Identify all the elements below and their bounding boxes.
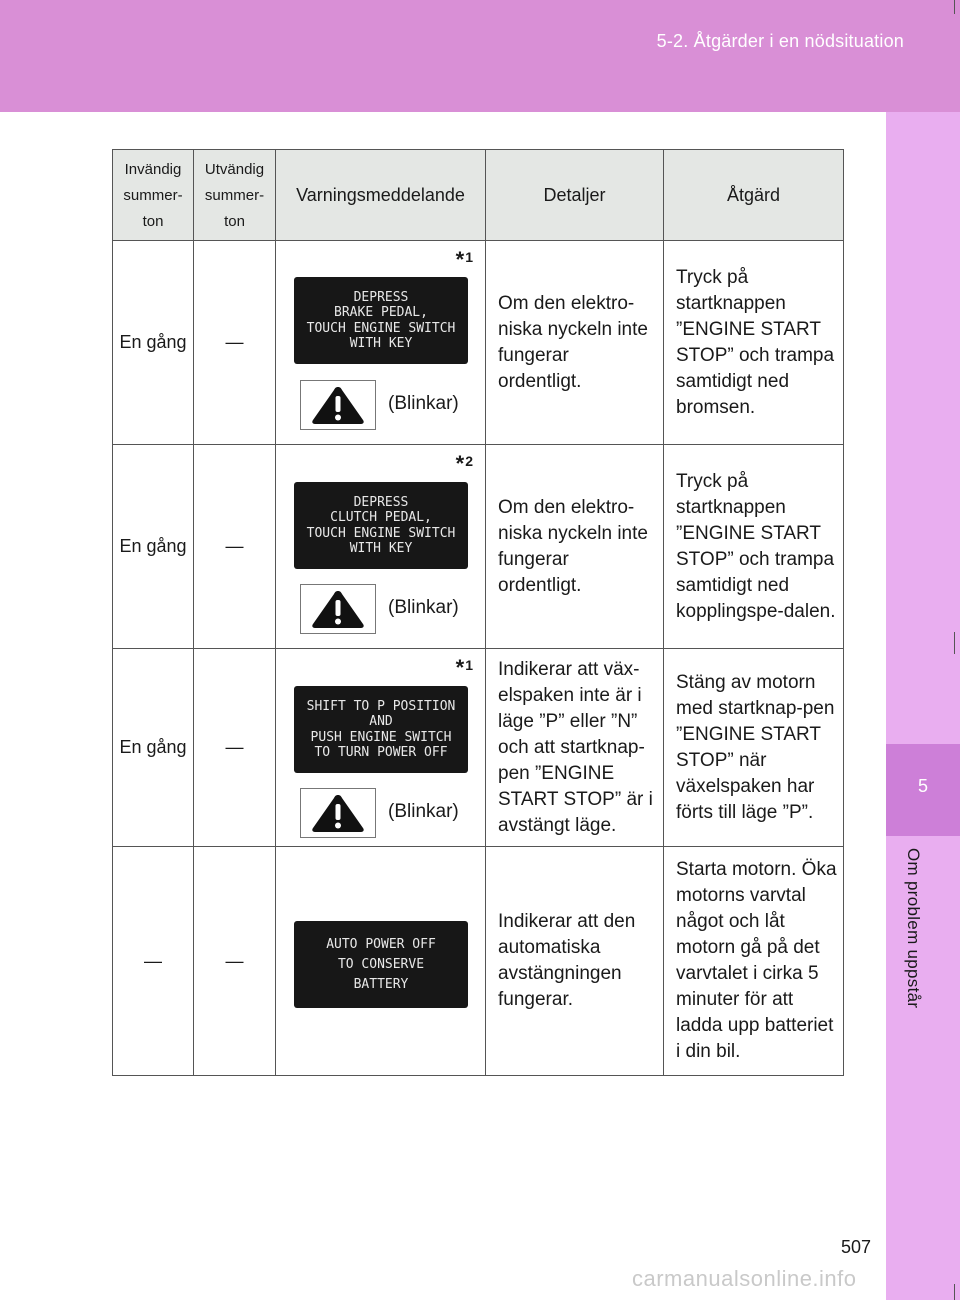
warning-symbol xyxy=(300,380,376,430)
internal-buzzer-cell: — xyxy=(113,847,194,1076)
details-cell: Indikerar att den automatiska avstängningen fungerar. xyxy=(486,847,664,1076)
asterisk-icon: * xyxy=(455,655,465,680)
warning-display xyxy=(294,921,468,1008)
message-cell xyxy=(276,241,486,445)
chapter-number-box xyxy=(886,744,960,836)
display-text: SHIFT TO P POSITION AND PUSH ENGINE SWITCH TO TURN POWER OFF xyxy=(306,698,456,760)
watermark: carmanualsonline.info xyxy=(632,1266,857,1291)
internal-buzzer-cell: En gång xyxy=(113,649,194,847)
warning-display xyxy=(294,686,468,773)
display-text: DEPRESS BRAKE PEDAL, TOUCH ENGINE SWITCH WITH KEY xyxy=(306,289,456,351)
header-bar xyxy=(0,0,960,112)
chapter-number: 5 xyxy=(917,776,928,796)
external-buzzer-cell: — xyxy=(194,241,276,445)
footnote-marker: *1 xyxy=(455,247,473,272)
footnote-marker: *2 xyxy=(455,451,473,476)
action-cell: Stäng av motorn med startknap-pen ”ENGINE START STOP” när växelspaken har förts till läge ”P”. xyxy=(664,649,844,847)
warning-symbol xyxy=(300,788,376,838)
display-text: DEPRESS CLUTCH PEDAL, TOUCH ENGINE SWITCH WITH KEY xyxy=(306,494,456,556)
header-action: Åtgärd xyxy=(664,150,844,241)
warning-triangle-icon xyxy=(310,589,366,629)
warning-symbol xyxy=(300,584,376,634)
message-cell xyxy=(276,649,486,847)
header-external-buzzer: Utvändig summer- ton xyxy=(194,150,276,241)
action-cell: Tryck på startknappen ”ENGINE START STOP” och trampa samtidigt ned bromsen. xyxy=(664,241,844,445)
message-cell xyxy=(276,847,486,1076)
warning-display xyxy=(294,277,468,364)
crop-mark xyxy=(954,1284,955,1300)
details-cell: Om den elektro-niska nyckeln inte fungerar ordentligt. xyxy=(486,445,664,649)
crop-mark xyxy=(954,0,955,14)
header-details: Detaljer xyxy=(486,150,664,241)
table-row xyxy=(113,649,844,847)
warning-table xyxy=(112,149,844,1076)
blink-label: (Blinkar) xyxy=(388,597,459,618)
asterisk-icon: * xyxy=(455,451,465,476)
section-header: 5-2. Åtgärder i en nödsituation xyxy=(656,31,904,51)
warning-triangle-icon xyxy=(310,385,366,425)
action-cell: Starta motorn. Öka motorns varvtal något och låt motorn gå på det varvtalet i cirka 5 minuter för att ladda upp batteriet i din bil. xyxy=(664,847,844,1076)
external-buzzer-cell: — xyxy=(194,649,276,847)
table-header-row xyxy=(113,150,844,241)
details-cell: Om den elektro-niska nyckeln inte fungerar ordentligt. xyxy=(486,241,664,445)
page-number: 507 xyxy=(841,1237,872,1257)
external-buzzer-cell: — xyxy=(194,847,276,1076)
external-buzzer-cell: — xyxy=(194,445,276,649)
action-cell: Tryck på startknappen ”ENGINE START STOP” och trampa samtidigt ned kopplingspe-dalen. xyxy=(664,445,844,649)
table-row xyxy=(113,445,844,649)
display-text: AUTO POWER OFF TO CONSERVE BATTERY xyxy=(326,936,436,992)
header-message: Varningsmeddelande xyxy=(276,150,486,241)
internal-buzzer-cell: En gång xyxy=(113,241,194,445)
details-cell: Indikerar att väx-elspaken inte är i läge ”P” eller ”N” och att startknap-pen ”ENGINE START STOP” är i avstängt läge. xyxy=(486,649,664,847)
warning-display xyxy=(294,482,468,569)
internal-buzzer-cell: En gång xyxy=(113,445,194,649)
blink-label: (Blinkar) xyxy=(388,801,459,822)
header-internal-buzzer: Invändig summer- ton xyxy=(113,150,194,241)
message-cell xyxy=(276,445,486,649)
footnote-marker: *1 xyxy=(455,655,473,680)
warning-triangle-icon xyxy=(310,793,366,833)
crop-mark xyxy=(954,632,955,654)
blink-label: (Blinkar) xyxy=(388,393,459,414)
side-tab xyxy=(886,112,960,1300)
table-row xyxy=(113,847,844,1076)
asterisk-icon: * xyxy=(455,247,465,272)
chapter-title: Om problem uppstår xyxy=(904,848,923,1009)
table-row xyxy=(113,241,844,445)
